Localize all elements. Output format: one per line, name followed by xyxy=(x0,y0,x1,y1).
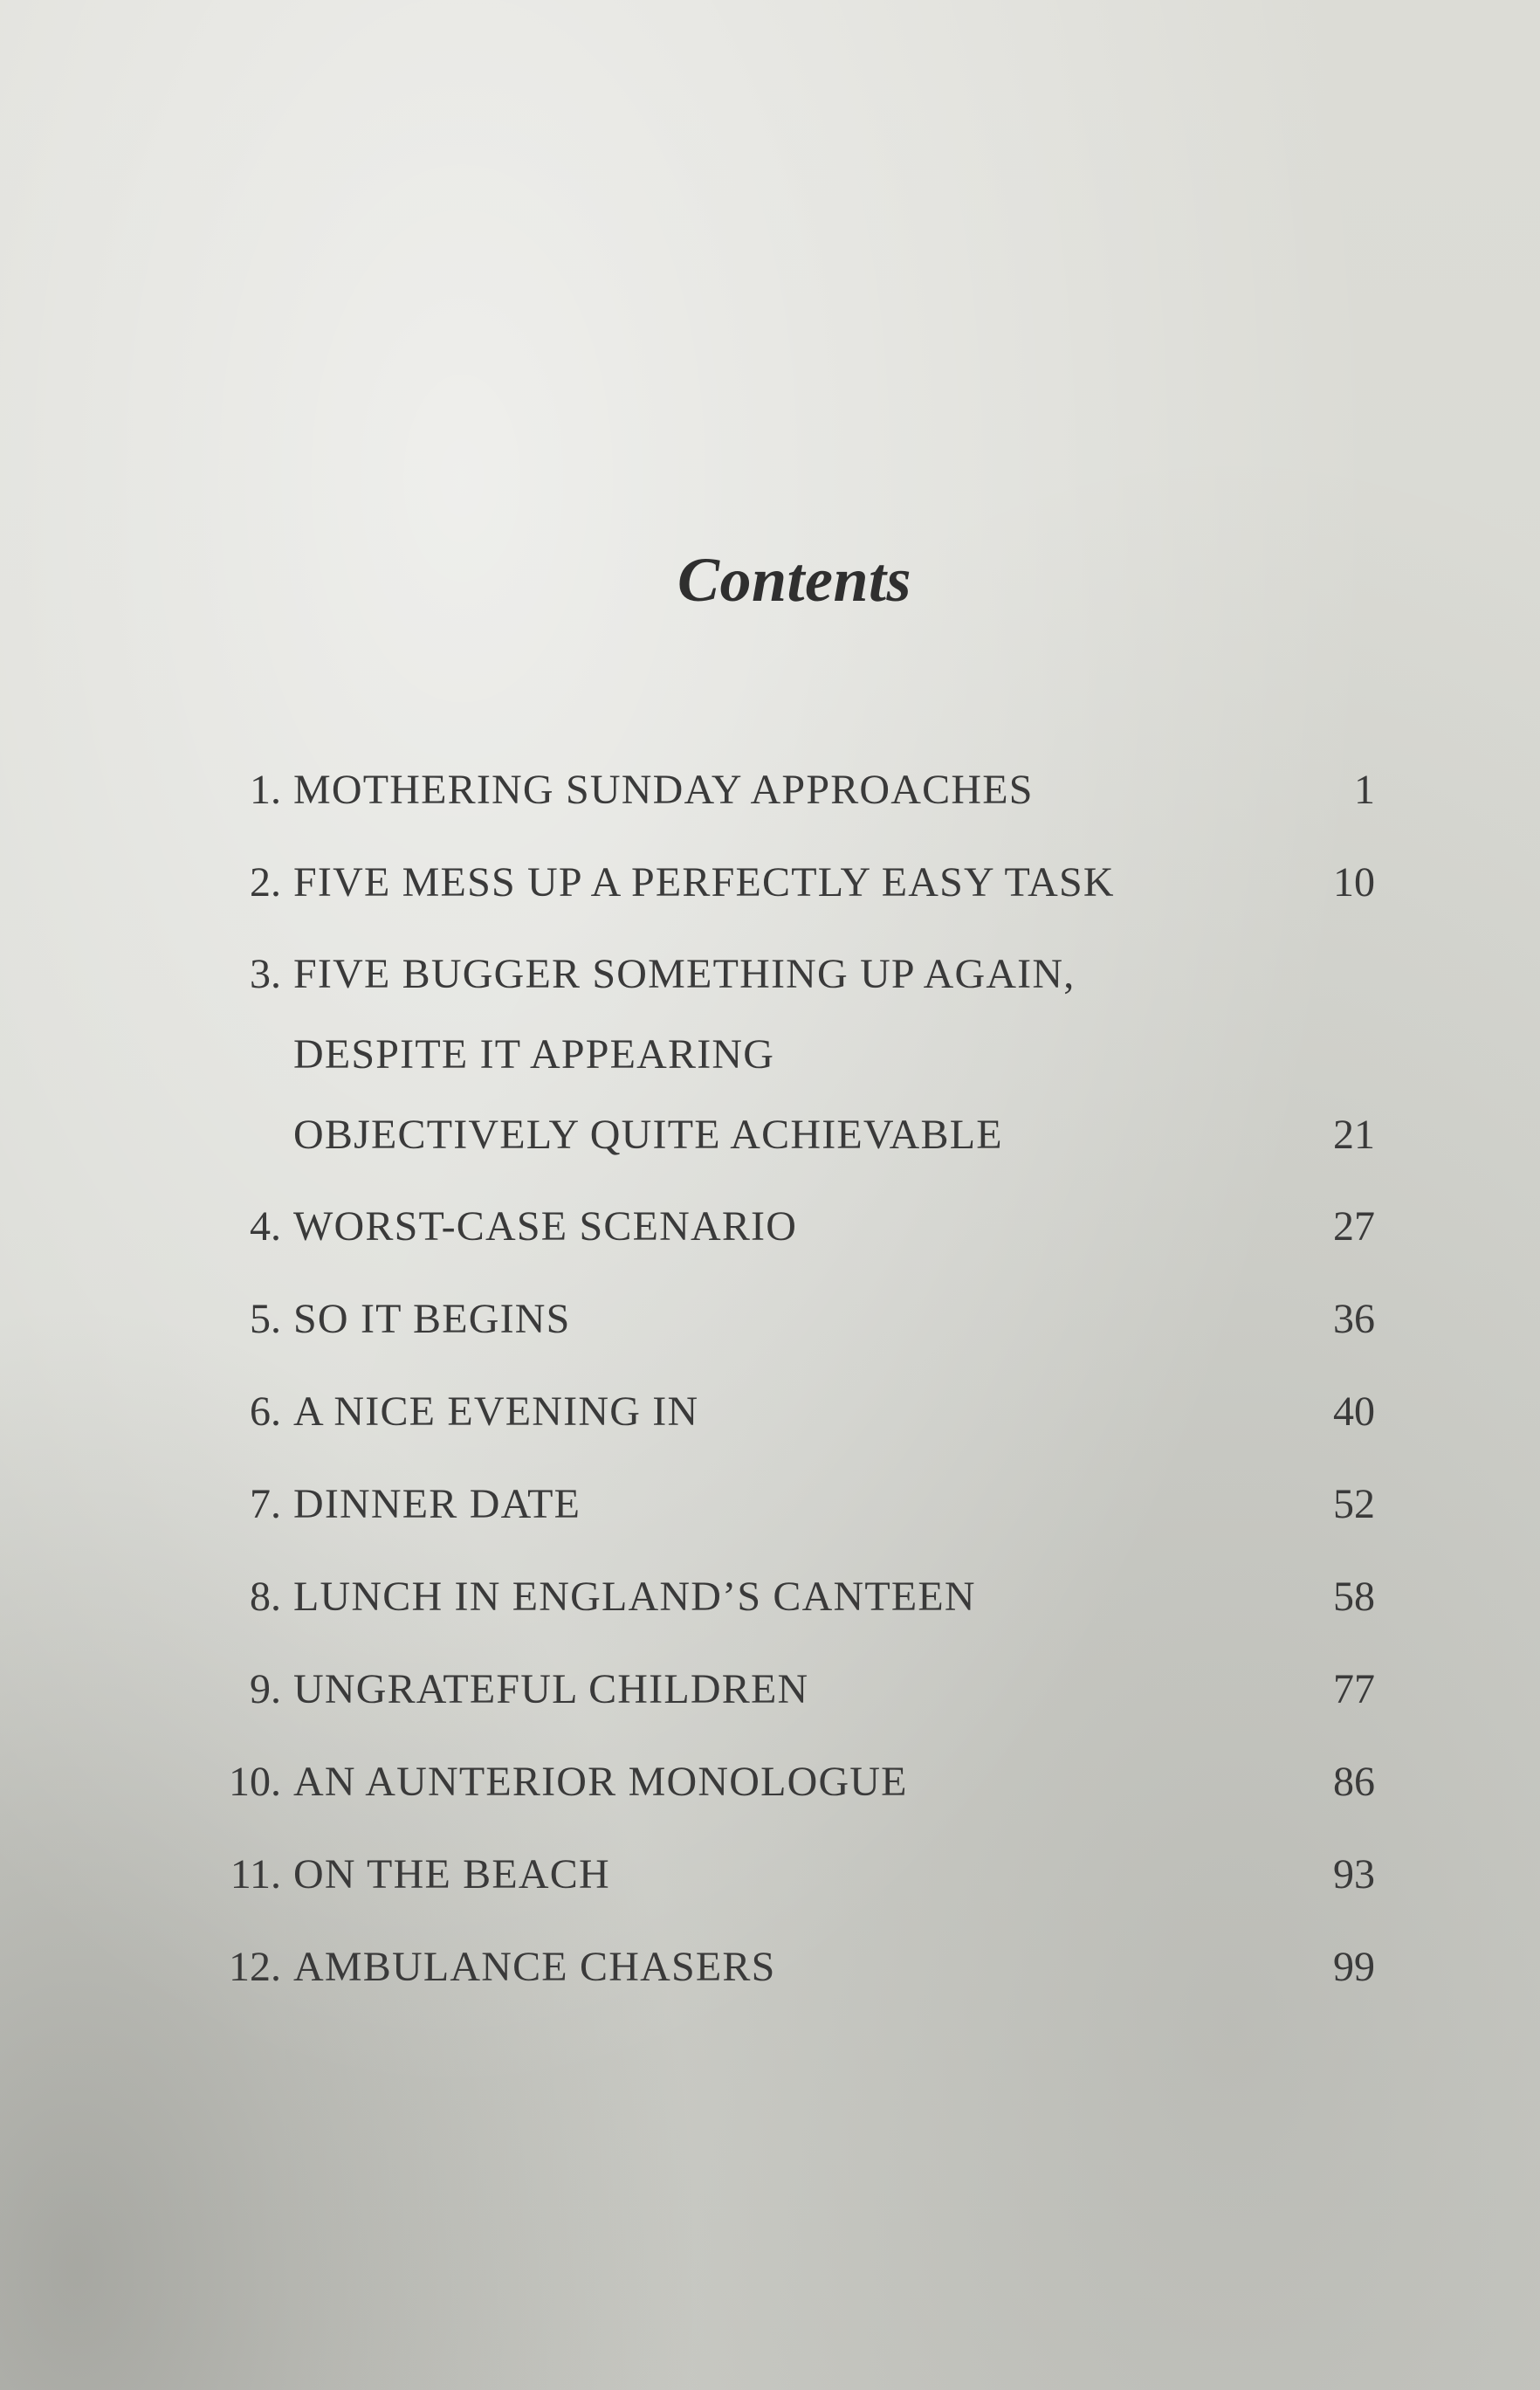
toc-entry xyxy=(201,1278,1375,1360)
page-number: 10 xyxy=(1333,859,1375,906)
chapter-title xyxy=(281,1371,1270,1453)
page-title: Contents xyxy=(677,545,912,616)
chapter-title-line: ON THE BEACH xyxy=(293,1851,610,1898)
chapter-title-line: DINNER DATE xyxy=(293,1481,581,1527)
page-number: 27 xyxy=(1333,1203,1375,1250)
chapter-title xyxy=(281,749,1270,831)
chapter-title-line: AN AUNTERIOR MONOLOGUE xyxy=(293,1759,908,1805)
chapter-number: 9. xyxy=(250,1666,281,1712)
page-number: 21 xyxy=(1333,1112,1375,1158)
toc-entry xyxy=(201,1556,1375,1638)
chapter-number: 6. xyxy=(250,1388,281,1435)
page-number: 93 xyxy=(1333,1851,1375,1898)
toc-entry xyxy=(201,1926,1375,2008)
chapter-number: 1. xyxy=(250,767,281,813)
chapter-title xyxy=(281,1556,1270,1638)
chapter-number: 4. xyxy=(250,1203,281,1250)
chapter-number: 12. xyxy=(229,1944,281,1990)
toc-entry xyxy=(201,842,1375,924)
chapter-title xyxy=(281,1186,1270,1268)
toc-entry xyxy=(201,1186,1375,1268)
chapter-title-line: MOTHERING SUNDAY APPROACHES xyxy=(293,767,1034,813)
toc-entry xyxy=(201,1649,1375,1731)
chapter-number: 7. xyxy=(250,1481,281,1527)
chapter-title-line: AMBULANCE CHASERS xyxy=(293,1944,776,1990)
chapter-title xyxy=(281,1926,1270,2008)
chapter-number: 10. xyxy=(229,1759,281,1805)
chapter-title-line: A NICE EVENING IN xyxy=(293,1388,699,1435)
page-number: 52 xyxy=(1333,1481,1375,1527)
chapter-title-line: LUNCH IN ENGLAND’S CANTEEN xyxy=(293,1574,976,1620)
chapter-title-line: FIVE MESS UP A PERFECTLY EASY TASK xyxy=(293,859,1115,906)
toc-entry xyxy=(201,1741,1375,1823)
chapter-number: 5. xyxy=(250,1296,281,1342)
chapter-title xyxy=(281,1741,1270,1823)
chapter-title xyxy=(281,1278,1270,1360)
chapter-title-line: OBJECTIVELY QUITE ACHIEVABLE xyxy=(293,1112,1003,1158)
chapter-title-line: DESPITE IT APPEARING xyxy=(293,1031,775,1078)
toc-entry xyxy=(201,749,1375,831)
chapter-title-line: WORST-CASE SCENARIO xyxy=(293,1203,798,1250)
toc-entry xyxy=(201,1371,1375,1453)
chapter-title xyxy=(281,1834,1270,1916)
toc-entry xyxy=(201,1834,1375,1916)
toc-entry xyxy=(201,934,1375,1175)
page-number: 40 xyxy=(1333,1388,1375,1435)
page-number: 99 xyxy=(1333,1944,1375,1990)
page-number: 77 xyxy=(1333,1666,1375,1712)
chapter-title-line: SO IT BEGINS xyxy=(293,1296,571,1342)
toc-entry xyxy=(201,1464,1375,1546)
chapter-title xyxy=(281,1464,1270,1546)
chapter-title-line: UNGRATEFUL CHILDREN xyxy=(293,1666,809,1712)
chapter-title xyxy=(281,1649,1270,1731)
page-number: 58 xyxy=(1333,1574,1375,1620)
table-of-contents xyxy=(201,749,1375,2019)
chapter-title xyxy=(281,934,1270,1175)
page-number: 1 xyxy=(1354,767,1375,813)
chapter-number: 2. xyxy=(250,859,281,906)
page-number: 86 xyxy=(1333,1759,1375,1805)
chapter-title xyxy=(281,842,1270,924)
chapter-title-line: FIVE BUGGER SOMETHING UP AGAIN, xyxy=(293,951,1076,997)
chapter-number: 3. xyxy=(250,951,281,997)
page-number: 36 xyxy=(1333,1296,1375,1342)
chapter-number: 11. xyxy=(230,1851,281,1898)
chapter-number: 8. xyxy=(250,1574,281,1620)
